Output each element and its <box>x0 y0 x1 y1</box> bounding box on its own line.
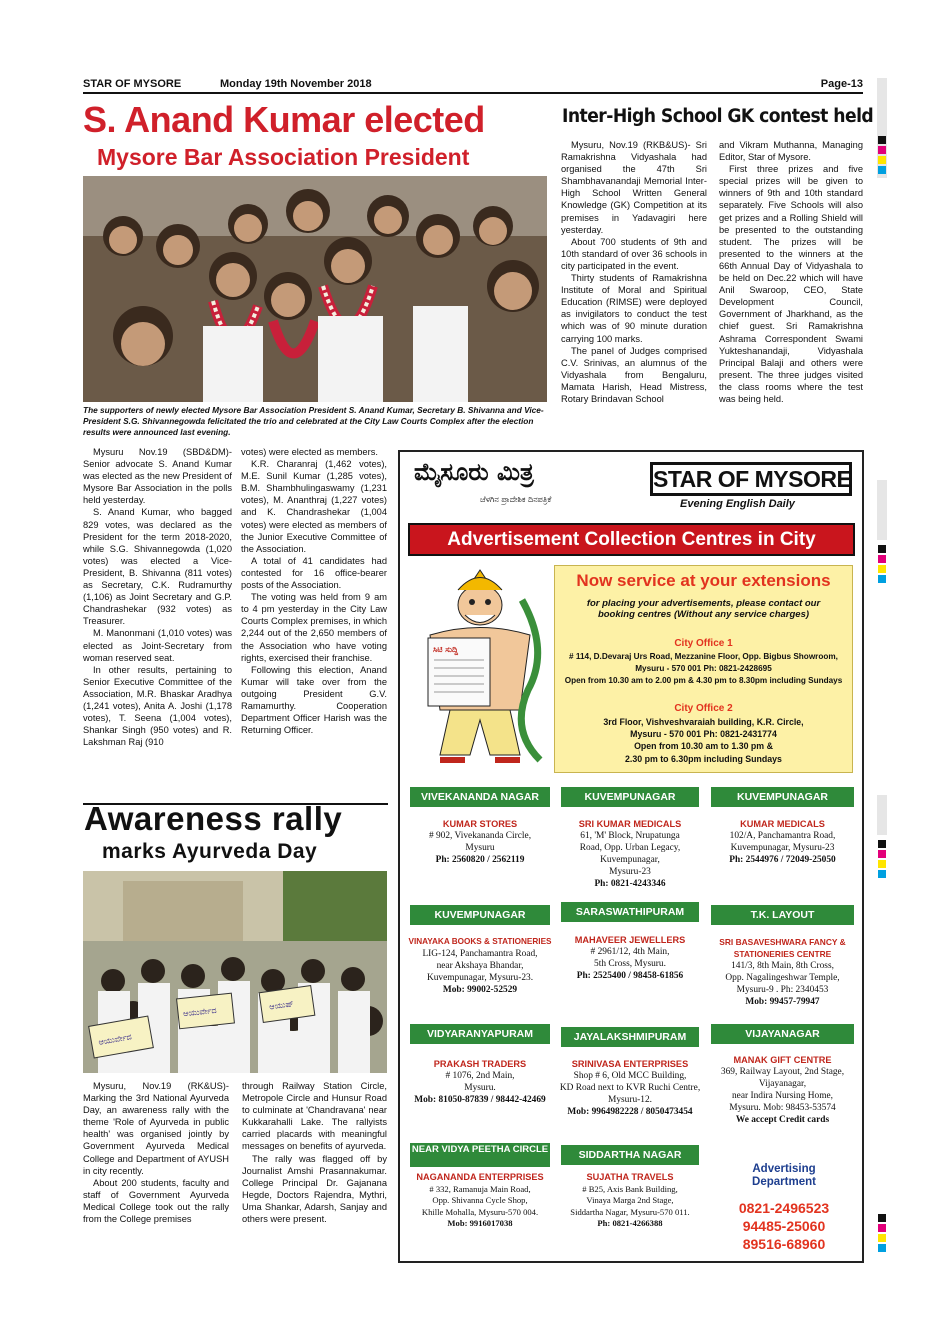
centre-line: 369, Railway Layout, 2nd Stage, <box>720 1067 845 1077</box>
star-of-mysore-tagline: Evening English Daily <box>680 498 795 510</box>
story2-continuation: and Vikram Muthanna, Managing Editor, Star of Mysore. <box>719 140 863 163</box>
story1-paragraph: K.R. Charanraj (1,462 votes), M.E. Sunil Kumar (1,285 votes), B.M. Shambhulingaswamy (1,231 votes), M. Ananthraj (1,227 votes) and K. Chandrashekar (1,004 votes) were elected as members of the Junior Executive Committee of the Association. <box>241 459 387 554</box>
story1-column-2 <box>241 446 387 796</box>
city-office-1-title: City Office 1 <box>674 638 733 649</box>
centre-area-kuvempunagar: KUVEMPUNAGAR <box>410 905 550 925</box>
placard-text: ಆಯುಷ್ <box>268 999 295 1012</box>
mysooru-mitra-tagline: ಜೆಳಗಿನ ಪ್ರಾದೇಶಿಕ ದಿನಪತ್ರಿಕೆ <box>480 495 552 504</box>
centre-area-saraswathipuram: SARASWATHIPURAM <box>561 902 699 922</box>
centre-line: # 332, Ramanuja Main Road, <box>429 1183 531 1194</box>
office-line: Mysuru - 570 001 Ph: 0821-2431774 <box>630 729 777 740</box>
centre-line: Khille Mohalla, Mysuru-570 004. <box>421 1206 539 1217</box>
story3-subhead: marks Ayurveda Day <box>102 840 318 863</box>
office-line: 3rd Floor, Vishveshvaraiah building, K.R. Circle, <box>603 717 804 727</box>
centre-naganandha-enterprises <box>403 1172 557 1230</box>
centre-area-siddartha-nagar: SIDDARTHA NAGAR <box>561 1145 699 1165</box>
centre-line: Kuvempunagar, <box>600 855 660 865</box>
centre-phone: Ph: 0821-4266388 <box>597 1218 663 1229</box>
centre-name: SRINIVASA ENTERPRISES <box>571 1059 689 1069</box>
ayurveda-rally-photo <box>83 871 387 1073</box>
centre-kumar-medicals <box>707 818 858 866</box>
centre-phone: Mob: 99457-79947 <box>745 997 820 1007</box>
centre-area-kuvempunagar: KUVEMPUNAGAR <box>711 787 854 807</box>
newspaper-label: ಸಿಟಿ ಸುದ್ದಿ <box>433 645 458 654</box>
centre-mahaveer-jewellers <box>558 934 702 982</box>
centre-phone: Ph: 2560820 / 2562119 <box>435 855 525 865</box>
mascot-reading-newspaper <box>410 560 548 770</box>
story3-headline: Awareness rally <box>84 800 343 837</box>
page-number: Page-13 <box>820 78 863 90</box>
centre-phone: Mob: 9916017038 <box>447 1218 513 1229</box>
centre-area-vidyaranyapuram: VIDYARANYAPURAM <box>410 1024 550 1044</box>
story2-paragraph: First three prizes and five special prizes will be given to winners of 9th and 10th standard separately. Five Schools will also get prizes and a Rolling Shield will be presented to the outstanding student. The prizes will be presented to the winners at the 66th Annual Day of Vidyashala to be held on Dec.22 which will have Anil Swaroop, CEO, State Development Council, Government of Jharkhand, as the chief guest. Sri Ramakrishna Ashrama Correspondent Swami Yukteshanandaji, Vidyashala Principal Balaji and others were present. The three judges visited the class rooms where the test was being held. <box>719 164 863 404</box>
centre-line: Mysuru. Mob: 98453-53574 <box>729 1103 836 1113</box>
centre-line: 141/3, 8th Main, 8th Cross, <box>731 961 834 971</box>
city-office-2-details <box>558 716 849 765</box>
office-line: 2.30 pm to 6.30pm including Sundays <box>625 753 782 764</box>
star-of-mysore-logo: STAR OF MYSORE <box>650 462 852 496</box>
registration-strip <box>877 480 887 540</box>
centre-prakash-traders <box>405 1058 555 1106</box>
centre-name: PRAKASH TRADERS <box>433 1059 527 1069</box>
office-line: # 114, D.Devaraj Urs Road, Mezzanine Floor, Opp. Bigbus Showroom, <box>569 652 838 661</box>
centre-line: 61, 'M' Block, Nrupatunga <box>580 831 680 841</box>
centre-line: # B25, Axis Bank Building, <box>582 1183 678 1194</box>
centre-line: Mysuru-9 . Ph: 2340453 <box>736 985 829 995</box>
mascot-illustration <box>410 560 548 770</box>
centre-area-jayalakshmipuram: JAYALAKSHMIPURAM <box>561 1027 699 1047</box>
office-line: Open from 10.30 am to 1.30 pm & <box>634 741 773 752</box>
story2-column-1 <box>561 139 707 445</box>
centre-line: Mysuru <box>465 843 495 853</box>
color-marks <box>878 840 886 880</box>
story1-paragraph: A total of 41 candidates had contested for 16 office-bearer posts of the Association. <box>241 555 387 591</box>
adv-phone: 94485-25060 <box>742 1218 826 1234</box>
centre-name: SRI KUMAR MEDICALS <box>578 819 682 829</box>
centre-sujatha-travels <box>555 1172 705 1230</box>
centre-name: MAHAVEER JEWELLERS <box>574 935 686 945</box>
paper-name: STAR OF MYSORE <box>83 78 182 90</box>
adv-phone: 89516-68960 <box>742 1236 826 1252</box>
centre-area-vijayanagar: VIJAYANAGAR <box>711 1024 854 1044</box>
registration-strip <box>877 795 887 835</box>
story2-paragraph: About 700 students of 9th and 10th standard of over 36 schools in city participated in the event. <box>561 236 707 271</box>
centre-phone: Ph: 2525400 / 98458-61856 <box>576 971 684 981</box>
centre-line: LIG-124, Panchamantra Road, <box>422 949 538 959</box>
centre-phone: We accept Credit cards <box>735 1115 830 1125</box>
centre-line: Opp. Nagalingeshwar Temple, <box>725 973 840 983</box>
centre-vinayaka-books <box>403 936 557 996</box>
centre-name: KUMAR STORES <box>442 819 518 829</box>
centre-line: Opp. Shivanna Cycle Shop, <box>432 1195 528 1206</box>
centre-area-near-vidya-peetha: NEAR VIDYA PEETHA CIRCLE <box>410 1143 550 1167</box>
story1-paragraph: Following this election, Anand Kumar will take over from the outgoing President G.V. Ramamurthy. Cooperation Department Officer Harish was the Returning Officer. <box>241 664 387 736</box>
centre-name: SUJATHA TRAVELS <box>586 1172 674 1182</box>
color-marks <box>878 136 886 176</box>
placard-text: ಆಯುರ್ವೇದ <box>182 1005 217 1019</box>
story1-paragraph: M. Manonmani (1,010 votes) was elected as Joint-Secretary from woman reserved seat. <box>83 628 232 663</box>
centre-manak-gift-centre <box>705 1054 860 1126</box>
city-office-1-details <box>558 651 849 687</box>
centre-line: # 902, Vivekananda Circle, <box>428 831 532 841</box>
story2-headline: Inter-High School GK contest held <box>562 106 874 127</box>
office-line: Open from 10.30 am to 2.00 pm & 4.30 pm to 8.30pm including Sundays <box>564 676 843 685</box>
centre-line: near Indira Nursing Home, <box>731 1091 833 1101</box>
story1-paragraph: S. Anand Kumar, who bagged 829 votes, was declared as the President for the term 2018-2020, while S.G. Shivannegowda (1,020 votes) was elected a Vice-President, B. Shivanna (811 votes) as Secretary, C.K. Rudramurthy (1,106) as Joint Secretary and G.P. Chandrashekar (932 votes) as Treasurer. <box>83 507 232 627</box>
centre-area-kuvempunagar: KUVEMPUNAGAR <box>561 787 699 807</box>
centre-name: KUMAR MEDICALS <box>740 819 825 829</box>
story3-paragraph: About 200 students, faculty and staff of Government Ayurveda Medical College took out the rally from the College premises <box>83 1177 229 1225</box>
story1-paragraph: Mysuru Nov.19 (SBD&DM)- Senior advocate S. Anand Kumar was elected as the new President of Mysore Bar Association in the polls held yesterday. <box>83 447 232 506</box>
centre-name: NAGANANDA ENTERPRISES <box>416 1172 544 1182</box>
now-service-heading: Now service at your extensions <box>576 571 831 590</box>
centre-phone: Mob: 81050-87839 / 98442-42469 <box>414 1095 546 1105</box>
story3-paragraph: Mysuru, Nov.19 (RK&US)- Marking the 3rd National Ayurveda Day, an awareness rally with the theme 'Role of Ayurveda in public health' was organised jointly by Government Ayurveda Medical College and Department of AYUSH in city recently. <box>83 1081 229 1176</box>
story3-paragraph: The rally was flagged off by Journalist Amshi Prasannakumar. College Principal Dr. Gajanana Hegde, Doctors Rajendra, Mythri, Uma Shankar, Adarsh, Sanjay and others were present. <box>242 1153 387 1225</box>
election-celebration-photo <box>83 176 547 402</box>
centre-name: SRI BASAVESHWARA FANCY & STATIONERIES CENTRE <box>719 937 846 959</box>
page-header <box>83 76 863 94</box>
centre-phone: Ph: 0821-4243346 <box>594 879 666 889</box>
centre-line: Mysuru-12. <box>607 1095 652 1105</box>
centre-line: Siddartha Nagar, Mysuru-570 011. <box>570 1206 690 1217</box>
centre-line: 5th Cross, Mysuru. <box>594 959 666 969</box>
story1-subhead: Mysore Bar Association President <box>97 144 470 170</box>
centre-srinivasa-enterprises <box>555 1058 705 1118</box>
rally-illustration <box>83 871 387 1073</box>
crowd-illustration <box>83 176 547 402</box>
centre-sri-kumar-medicals <box>558 818 702 890</box>
centre-name: MANAK GIFT CENTRE <box>733 1055 832 1065</box>
mysooru-mitra-logo: ಮೈಸೂರು ಮಿತ್ರ <box>414 458 534 486</box>
centre-kumar-stores <box>405 818 555 866</box>
centre-phone: Ph: 2544976 / 72049-25050 <box>729 855 836 865</box>
centre-phone: Mob: 9964982228 / 8050473454 <box>567 1107 693 1117</box>
story2-column-2 <box>719 139 863 445</box>
adv-phone: 0821-2496523 <box>738 1200 830 1216</box>
story1-headline: S. Anand Kumar elected <box>83 99 485 140</box>
centre-line: Mysuru. <box>464 1083 496 1093</box>
centre-phone: Mob: 99002-52529 <box>442 985 518 995</box>
centre-line: Road, Opp. Urban Legacy, <box>579 843 681 853</box>
story2-paragraph: Mysuru, Nov.19 (RKB&US)- Sri Ramakrishna Vidyashala had organised the 47th Sri Shambhavanandaji Memorial Inter-High School Written General Knowledge (GK) Competition at its premises in Yadavagiri here yesterday. <box>561 140 707 235</box>
centre-sri-basaveshwara <box>705 936 860 1008</box>
story1-paragraph: In other results, pertaining to Senior Executive Committee of the Association, M.R. Bhaskar Aradhya (1,241 votes), Anita A. Joshi (1,178 votes), T. Seena (1,004 votes), Shankar Singh (950 votes) and R. Lakshman Raj (910 <box>83 664 232 748</box>
story1-column-1 <box>83 446 232 796</box>
now-service-note: for placing your advertisements, please contact our booking centres (Without any service charges) <box>586 598 821 620</box>
centre-line: near Akshaya Bhandar, <box>436 961 524 971</box>
centre-area-vivekananda-nagar: VIVEKANANDA NAGAR <box>410 787 550 807</box>
centre-line: Vinaya Marga 2nd Stage, <box>586 1195 674 1206</box>
centre-line: KD Road next to KVR Ruchi Centre, <box>559 1083 701 1093</box>
centre-line: Shop # 6, Old MCC Building, <box>573 1071 687 1081</box>
centre-line: Mysuru-23 <box>609 867 651 877</box>
story1-photo-caption: The supporters of newly elected Mysore Bar Association President S. Anand Kumar, Secretary B. Shivanna and Vice-President S.G. Shivannegowda felicitated the trio and celebrated at the City Law Courts Complex after the election results were announced last evening. <box>83 405 544 437</box>
story3-column-1 <box>83 1080 229 1264</box>
collection-centres-banner: Advertisement Collection Centres in City <box>408 523 855 556</box>
centre-line: Kuvempunagar, Mysuru-23. <box>426 973 534 983</box>
story1-continuation: votes) were elected as members. <box>241 447 378 457</box>
issue-date: Monday 19th November 2018 <box>220 78 372 90</box>
advertising-department-title: Advertising Department <box>752 1163 816 1188</box>
story1-paragraph: The voting was held from 9 am to 4 pm yesterday in the City Law Courts Complex premises, in which 2,244 out of the 2,650 members of the Association who have voting rights, exercised their franchise. <box>241 592 387 663</box>
centre-line: Kuvempunagar, Mysuru-23 <box>730 843 835 853</box>
centre-line: 102/A, Panchamantra Road, <box>729 831 836 841</box>
centre-name: VINAYAKA BOOKS & STATIONERIES <box>408 937 552 946</box>
centre-line: Vijayanagar, <box>758 1079 807 1089</box>
story2-paragraph: Thirty students of Ramakrishna Institute of Moral and Spiritual Education (RIMSE) were deployed as invigilators to conduct the test which was of 90 minute duration carrying 100 marks. <box>561 273 707 344</box>
centre-area-tk-layout: T.K. LAYOUT <box>711 905 854 925</box>
story2-paragraph: The panel of Judges comprised C.V. Srinivas, an alumnus of the Vidyashala from Bengaluru, Mamata Harish, Head Mistress, Rotary Brindavan School <box>561 345 707 404</box>
centre-line: # 2961/12, 4th Main, <box>590 947 670 957</box>
centre-line: # 1076, 2nd Main, <box>445 1071 515 1081</box>
color-marks <box>878 545 886 585</box>
story3-continuation: through Railway Station Circle, Metropole Circle and Hunsur Road to culminate at 'Chandravana' near Kukkarahalli Lake. The rallyists carried placards with meaningful messages on benefits of ayurveda. <box>242 1081 387 1152</box>
story3-column-2 <box>242 1080 387 1264</box>
placard-text: ಆಯುರ್ವೇದ <box>97 1032 133 1047</box>
advertising-phones <box>724 1199 844 1253</box>
color-marks <box>878 1214 886 1254</box>
city-office-2-title: City Office 2 <box>674 703 733 714</box>
office-line: Mysuru - 570 001 Ph: 0821-2428695 <box>635 664 772 673</box>
